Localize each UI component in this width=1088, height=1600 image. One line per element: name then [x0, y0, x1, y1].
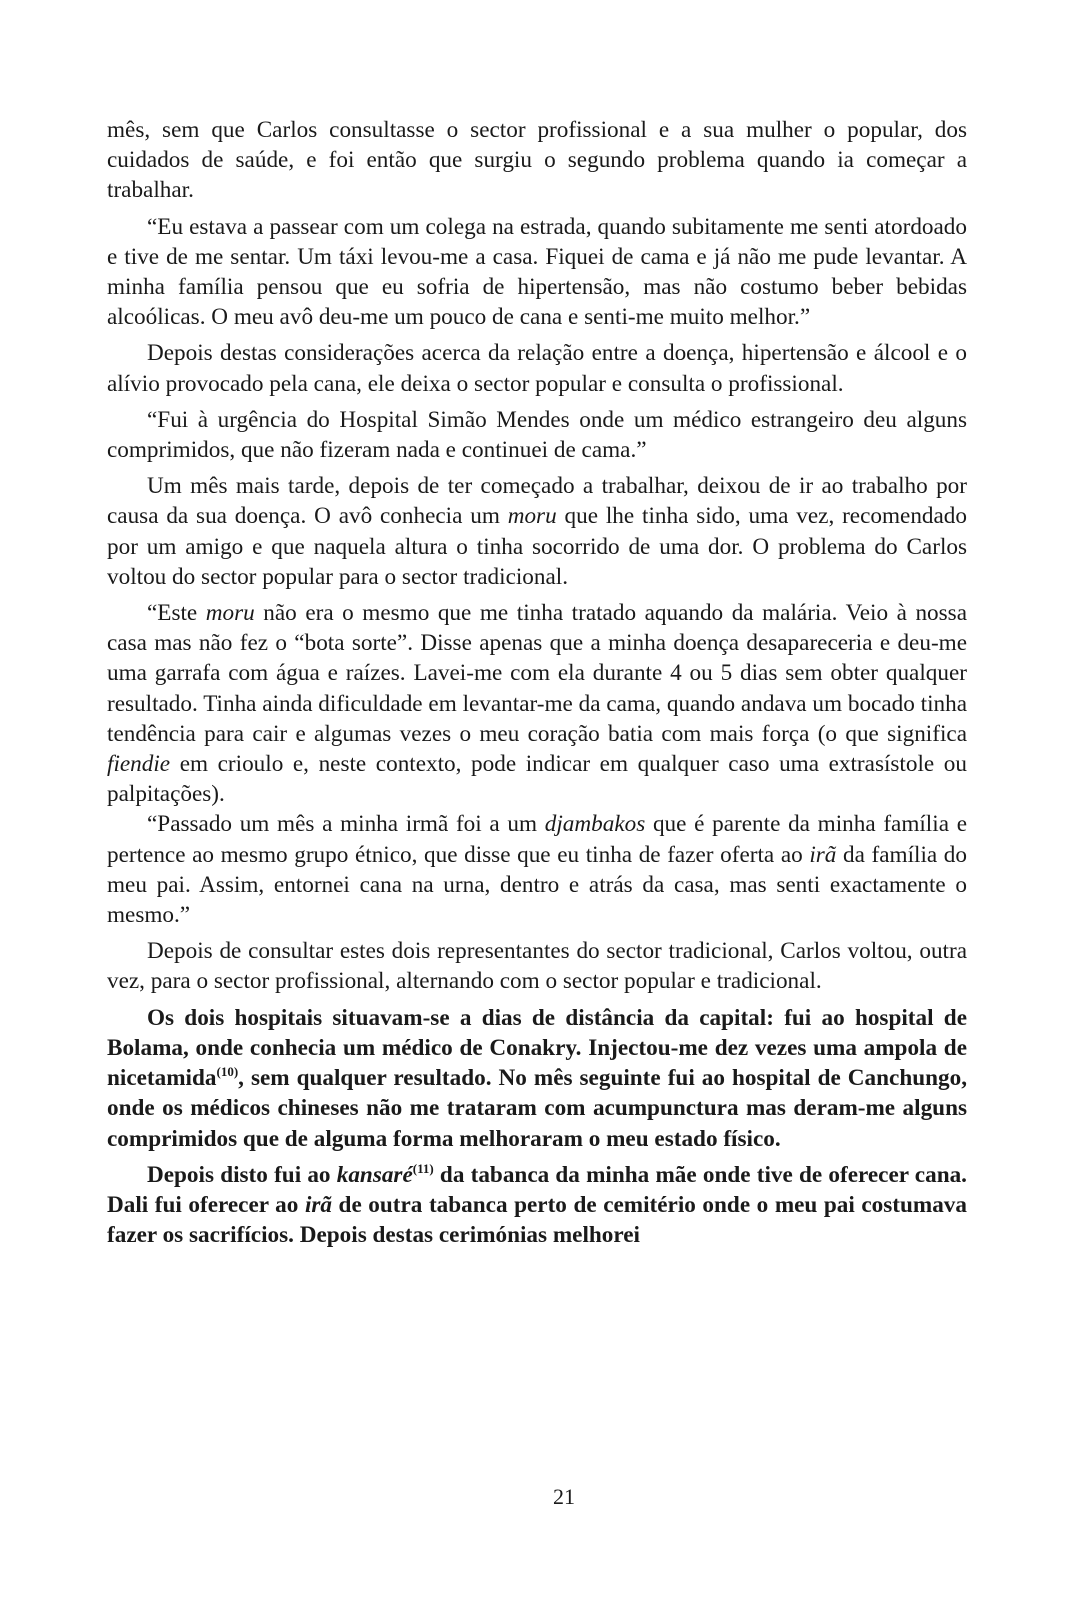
text-run: , sem qualquer resultado. No mês seguinte fui ao hospital de Canchungo, onde os médicos chineses não me trataram com acumpunctura mas deram-me alguns comprimidos que de alguma forma melhoraram o meu estado físico.: [107, 1065, 967, 1152]
text-run: mês, sem que Carlos consultasse o sector profissional e a sua mulher o popular, dos cuidados de saúde, e foi então que surgiu o segundo problema quando ia começar a trabalhar.: [107, 117, 967, 204]
text-run: que lhe tinha sido, uma vez, recomendado por um amigo e que naquela altura o tinha socorrido de uma dor. O problema do Carlos voltou do sector popular para o sector tradicional.: [107, 503, 967, 590]
text-run: “Passado um mês a minha irmã foi a um: [147, 811, 545, 838]
paragraph: [107, 936, 967, 996]
italic-term: fiendie: [107, 751, 171, 778]
text-run: que é parente da minha família e pertence ao mesmo grupo étnico, que disse que eu tinha de fazer oferta ao: [107, 811, 967, 868]
text-run: “Eu estava a passear com um colega na estrada, quando subitamente me senti atordoado e tive de me sentar. Um táxi levou-me a casa. Fiquei de cama e já não me pude levantar. A minha família pensou que eu sofria de hipertensão, mas não costumo beber bebidas alcoólicas. O meu avô deu-me um pouco de cana e senti-me muito melhor.”: [107, 213, 967, 331]
text-run: “Fui à urgência do Hospital Simão Mendes onde um médico estrangeiro deu alguns comprimidos, que não fizeram nada e continuei de cama.”: [107, 406, 967, 464]
italic-term: moru: [205, 600, 255, 627]
italic-term: irã: [809, 841, 837, 868]
body-text: [107, 115, 967, 1256]
paragraph: [107, 405, 967, 465]
text-run: da tabanca da minha mãe onde tive de oferecer cana. Dali fui oferecer ao: [107, 1161, 967, 1218]
footnote-ref: (11): [412, 1160, 434, 1176]
italic-term: djambakos: [544, 811, 646, 838]
italic-term: irã: [304, 1191, 332, 1218]
italic-term: moru: [507, 503, 557, 530]
text-run: Depois disto fui ao: [147, 1161, 337, 1188]
footnote-ref: (10): [216, 1064, 239, 1080]
paragraph: [107, 212, 967, 333]
paragraph: [107, 471, 967, 592]
paragraph: [107, 1003, 967, 1154]
paragraph: [107, 338, 967, 398]
text-run: Depois destas considerações acerca da relação entre a doença, hipertensão e álcool e o alívio provocado pela cana, ele deixa o sector popular e consulta o profissional.: [107, 340, 967, 397]
paragraph: [107, 598, 967, 809]
paragraph: [107, 115, 967, 206]
text-run: em crioulo e, neste contexto, pode indicar em qualquer caso uma extrasístole ou palpitações).: [107, 751, 967, 808]
paragraph: [107, 809, 967, 930]
page-number: 21: [553, 1484, 575, 1509]
text-run: Depois de consultar estes dois representantes do sector tradicional, Carlos voltou, outra vez, para o sector profissional, alternando com o sector popular e tradicional.: [107, 938, 967, 995]
italic-term: kansaré: [336, 1161, 413, 1188]
text-run: “Este: [147, 600, 206, 627]
text-run: Um mês mais tarde, depois de ter começado a trabalhar, deixou de ir ao trabalho por causa da sua doença. O avô conhecia um: [107, 473, 967, 530]
paragraph: [107, 1160, 967, 1251]
text-run: da família do meu pai. Assim, entornei cana na urna, dentro e atrás da casa, mas senti exactamente o mesmo.”: [107, 841, 967, 929]
text-run: Os dois hospitais situavam-se a dias de distância da capital: fui ao hospital de Bolama, onde conhecia um médico de Conakry. Injectou-me dez vezes uma ampola de nicetamida: [107, 1004, 967, 1092]
text-run: de outra tabanca perto de cemitério onde o meu pai costumava fazer os sacrifícios. Depois destas cerimónias melhorei: [107, 1191, 967, 1249]
text-run: não era o mesmo que me tinha tratado aquando da malária. Veio à nossa casa mas não fez o “bota sorte”. Disse apenas que a minha doença desapareceria e deu-me uma garrafa com água e raízes. Lavei-me com ela durante 4 ou 5 dias sem obter qualquer resultado. Tinha ainda dificuldade em levantar-me da cama, quando andava um bocado tinha tendência para cair e algumas vezes o meu coração batia com mais força (o que significa: [107, 600, 967, 747]
